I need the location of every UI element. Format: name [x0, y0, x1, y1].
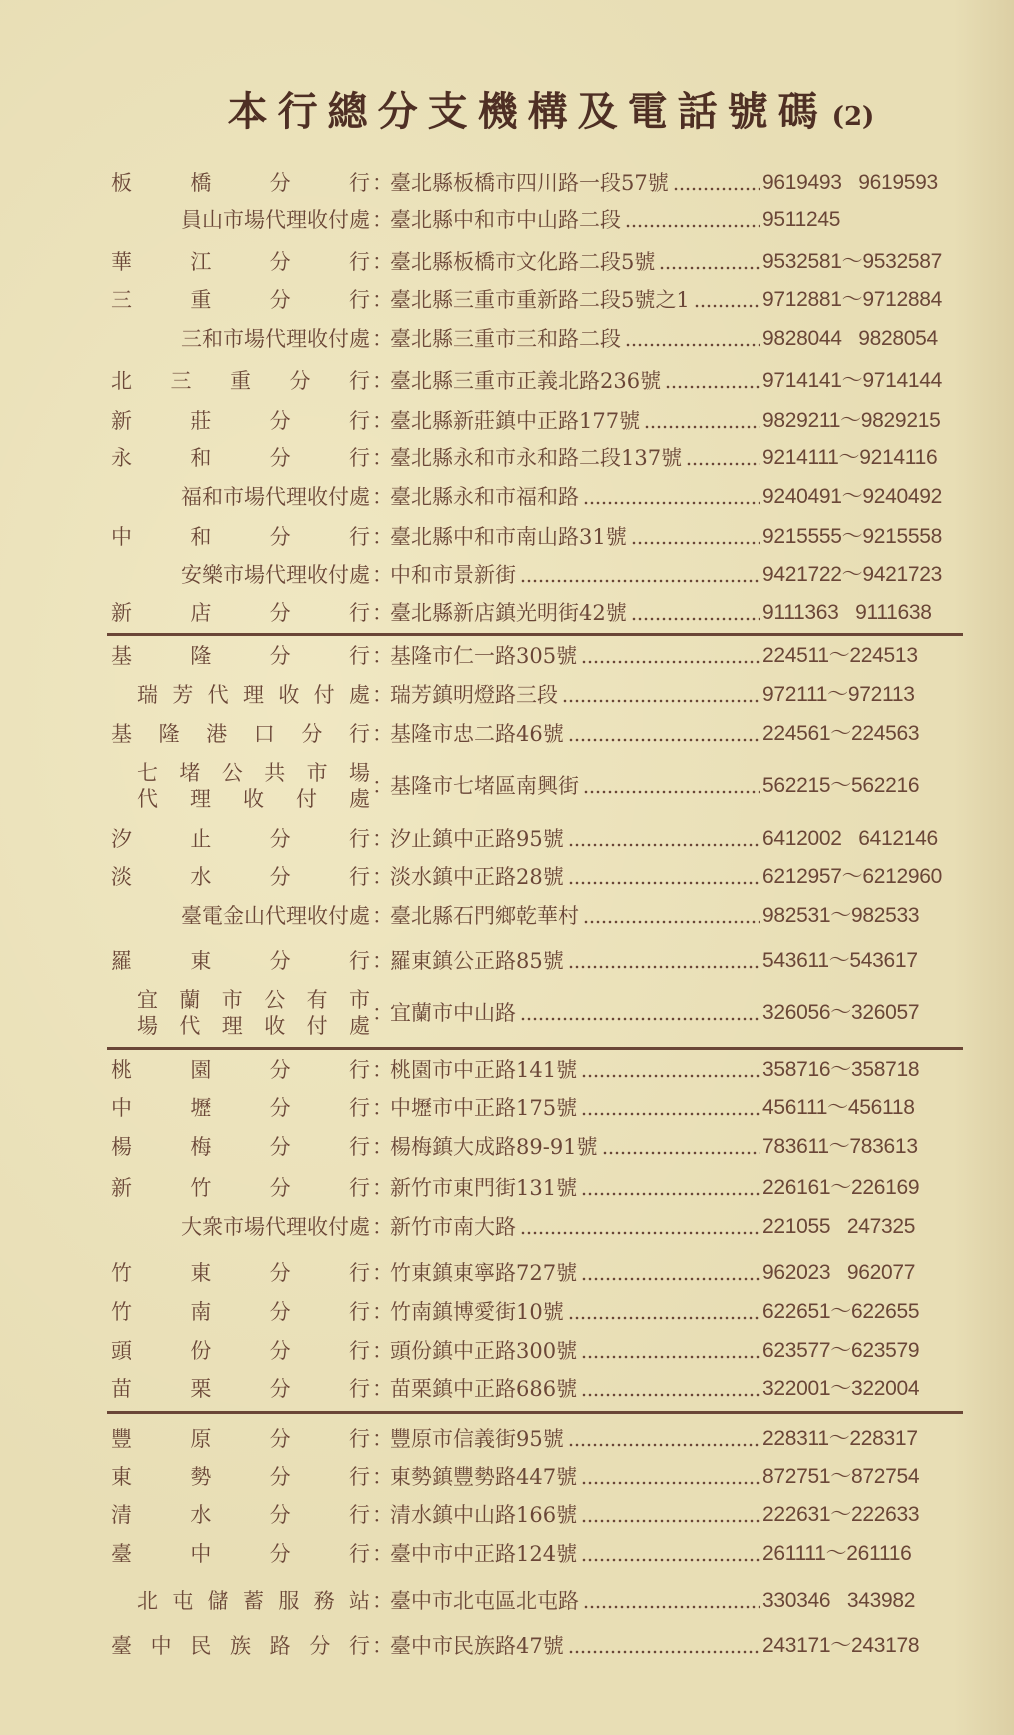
- branch-row: [0, 1633, 1014, 1659]
- address: 清水鎮中山路166號: [390, 1503, 578, 1527]
- separator: ：: [372, 1261, 393, 1285]
- agency-row: [0, 903, 1014, 929]
- branch-row: [0, 368, 1014, 394]
- address: 宜蘭市中山路: [390, 1001, 516, 1025]
- branch-row: [0, 1175, 1014, 1201]
- dot-leader: [568, 1442, 760, 1448]
- office-name-line: 員山市場代理收付處: [181, 208, 370, 232]
- branch-row: [0, 600, 1014, 626]
- dot-leader: [568, 880, 760, 886]
- office-name-line: 楊 梅 分 行: [111, 1135, 370, 1159]
- branch-row: [0, 1338, 1014, 1364]
- page-title: [227, 80, 875, 137]
- phone-number: 330346 343982: [762, 1589, 916, 1612]
- separator: ：: [372, 1542, 393, 1566]
- office-name: [137, 1588, 370, 1614]
- dot-leader: [583, 789, 760, 795]
- office-name: [111, 1502, 370, 1528]
- phone-number: 9619493 9619593: [762, 171, 938, 194]
- dot-leader: [659, 265, 760, 271]
- address: 羅東鎮公正路85號: [390, 949, 564, 973]
- branch-row: [0, 170, 1014, 196]
- office-name: [111, 170, 370, 196]
- office-name: [111, 600, 370, 626]
- address: 新竹市南大路: [390, 1215, 516, 1239]
- separator: ：: [372, 644, 393, 668]
- dot-leader: [568, 1649, 760, 1655]
- phone-number: 623577～623579: [762, 1339, 920, 1362]
- office-name-line: 基 隆 港 口 分 行: [111, 722, 370, 746]
- dot-leader: [581, 1557, 760, 1563]
- address: 臺北縣石門鄉乾華村: [390, 904, 579, 928]
- branch-row: [0, 1376, 1014, 1402]
- address: 臺北縣板橋市四川路一段57號: [390, 171, 669, 195]
- office-name: [111, 524, 370, 550]
- separator: ：: [372, 1176, 393, 1200]
- office-name-line: 臺 中 民 族 路 分 行: [111, 1634, 370, 1658]
- dot-leader: [673, 186, 760, 192]
- branch-row: [0, 1095, 1014, 1121]
- office-name-line: 豐 原 分 行: [111, 1427, 370, 1451]
- separator: ：: [372, 1001, 393, 1025]
- address: 臺北縣永和市福和路: [390, 485, 579, 509]
- office-name-line: 桃 園 分 行: [111, 1058, 370, 1082]
- office-name: [137, 987, 370, 1039]
- office-name-line: 東 勢 分 行: [111, 1465, 370, 1489]
- dot-leader: [665, 384, 760, 390]
- phone-number: 9214111～9214116: [762, 446, 938, 469]
- separator: ：: [372, 827, 393, 851]
- dot-leader: [694, 303, 760, 309]
- branch-row: [0, 1260, 1014, 1286]
- office-name: [137, 326, 370, 352]
- office-name-line: 淡 水 分 行: [111, 865, 370, 889]
- office-name: [111, 1260, 370, 1286]
- office-name: [111, 826, 370, 852]
- office-name-line: 福和市場代理收付處: [181, 485, 370, 509]
- phone-number: 9829211～9829215: [762, 409, 941, 432]
- dot-leader: [686, 461, 760, 467]
- phone-number: 972111～972113: [762, 683, 915, 706]
- address: 臺北縣中和市南山路31號: [390, 525, 627, 549]
- phone-number: 243171～243178: [762, 1634, 920, 1657]
- branch-row: [0, 1502, 1014, 1528]
- branch-row: [0, 445, 1014, 471]
- phone-number: 224561～224563: [762, 722, 920, 745]
- phone-number: 261111～261116: [762, 1542, 912, 1565]
- phone-number: 9511245: [762, 208, 841, 231]
- dot-leader: [581, 1073, 760, 1079]
- phone-number: 9215555～9215558: [762, 525, 943, 548]
- office-name-line: 場 代 理 收 付 處: [137, 1014, 370, 1038]
- dot-leader: [581, 1276, 760, 1282]
- dot-leader: [581, 659, 760, 665]
- phone-number: 622651～622655: [762, 1300, 920, 1323]
- dot-leader: [625, 342, 760, 348]
- office-name: [111, 1299, 370, 1325]
- dot-leader: [568, 842, 760, 848]
- address: 臺中市北屯區北屯路: [390, 1589, 579, 1613]
- office-name-line: 瑞 芳 代 理 收 付 處: [137, 683, 370, 707]
- office-name: [137, 1214, 370, 1240]
- dot-leader: [520, 1230, 760, 1236]
- office-name: [111, 1464, 370, 1490]
- separator: ：: [372, 1215, 393, 1239]
- office-name-line: 竹 東 分 行: [111, 1261, 370, 1285]
- address: 臺北縣中和市中山路二段: [390, 208, 621, 232]
- agency-row: [0, 1214, 1014, 1240]
- branch-row: [0, 1426, 1014, 1452]
- phone-number: 6412002 6412146: [762, 827, 938, 850]
- separator: ：: [372, 250, 393, 274]
- office-name: [111, 864, 370, 890]
- branch-row: [0, 643, 1014, 669]
- office-name-line: 汐 止 分 行: [111, 827, 370, 851]
- office-name: [111, 1426, 370, 1452]
- separator: ：: [372, 949, 393, 973]
- office-name-line: 竹 南 分 行: [111, 1300, 370, 1324]
- address: 基隆市仁一路305號: [390, 644, 578, 668]
- separator: ：: [372, 1135, 393, 1159]
- office-name-line: 新 店 分 行: [111, 601, 370, 625]
- dot-leader: [581, 1518, 760, 1524]
- separator: ：: [372, 1339, 393, 1363]
- phone-number: 326056～326057: [762, 1001, 920, 1024]
- office-name-line: 基 隆 分 行: [111, 644, 370, 668]
- separator: ：: [372, 1096, 393, 1120]
- separator: ：: [372, 1058, 393, 1082]
- section-divider: [107, 1411, 963, 1414]
- office-name: [137, 207, 370, 233]
- separator: ：: [372, 904, 393, 928]
- branch-row: [0, 287, 1014, 313]
- dot-leader: [631, 540, 760, 546]
- dot-leader: [583, 500, 760, 506]
- separator: ：: [372, 1300, 393, 1324]
- office-name: [111, 1633, 370, 1659]
- office-name: [137, 562, 370, 588]
- address: 臺北縣三重市正義北路236號: [390, 369, 662, 393]
- address: 臺北縣新店鎮光明街42號: [390, 601, 627, 625]
- office-name: [111, 1376, 370, 1402]
- address: 中壢市中正路175號: [390, 1096, 578, 1120]
- section-divider: [107, 633, 963, 636]
- address: 中和市景新街: [390, 563, 516, 587]
- address: 臺北縣板橋市文化路二段5號: [390, 250, 656, 274]
- address: 汐止鎮中正路95號: [390, 827, 564, 851]
- branch-row: [0, 826, 1014, 852]
- office-name: [111, 249, 370, 275]
- separator: ：: [372, 485, 393, 509]
- office-name-line: 清 水 分 行: [111, 1503, 370, 1527]
- address: 新竹市東門街131號: [390, 1176, 578, 1200]
- phone-number: 9828044 9828054: [762, 327, 938, 350]
- office-name-line: 安樂市場代理收付處: [181, 563, 370, 587]
- branch-row: [0, 408, 1014, 434]
- title-page-number: (2): [831, 102, 875, 132]
- address: 竹東鎮東寧路727號: [390, 1261, 578, 1285]
- office-name-line: 中 壢 分 行: [111, 1096, 370, 1120]
- dot-leader: [581, 1392, 760, 1398]
- phone-number: 322001～322004: [762, 1377, 920, 1400]
- address: 基隆市忠二路46號: [390, 722, 564, 746]
- phone-number: 358716～358718: [762, 1058, 920, 1081]
- separator: ：: [372, 1589, 393, 1613]
- dot-leader: [581, 1480, 760, 1486]
- office-name-line: 苗 栗 分 行: [111, 1377, 370, 1401]
- office-name-line: 羅 東 分 行: [111, 949, 370, 973]
- separator: ：: [372, 288, 393, 312]
- office-name-line: 大衆市場代理收付處: [181, 1215, 370, 1239]
- office-name-line: 宜 蘭 市 公 有 市: [137, 988, 370, 1012]
- address: 臺北縣永和市永和路二段137號: [390, 446, 683, 470]
- title-text: 本行總分支機構及電話號碼: [227, 88, 828, 135]
- phone-number: 9111363 9111638: [762, 601, 932, 624]
- phone-number: 9240491～9240492: [762, 485, 943, 508]
- separator: ：: [372, 563, 393, 587]
- address: 臺中市中正路124號: [390, 1542, 578, 1566]
- office-name-line: 三和市場代理收付處: [181, 327, 370, 351]
- address: 東勢鎮豐勢路447號: [390, 1465, 578, 1489]
- phone-number: 456111～456118: [762, 1096, 915, 1119]
- office-name: [111, 445, 370, 471]
- office-name: [111, 1338, 370, 1364]
- address: 竹南鎮博愛街10號: [390, 1300, 564, 1324]
- phone-number: 221055 247325: [762, 1215, 916, 1238]
- address: 淡水鎮中正路28號: [390, 865, 564, 889]
- separator: ：: [372, 1427, 393, 1451]
- agency-row: [0, 759, 1014, 813]
- office-name: [137, 682, 370, 708]
- phone-number: 872751～872754: [762, 1465, 920, 1488]
- phone-number: 228311～228317: [762, 1427, 918, 1450]
- phone-number: 9712881～9712884: [762, 288, 943, 311]
- phone-number: 982531～982533: [762, 904, 920, 927]
- office-name-line: 北 屯 儲 蓄 服 務 站: [137, 1589, 370, 1613]
- dot-leader: [602, 1150, 760, 1156]
- dot-leader: [625, 223, 760, 229]
- dot-leader: [581, 1354, 760, 1360]
- office-name: [111, 368, 370, 394]
- separator: ：: [372, 208, 393, 232]
- office-name-line: 板 橋 分 行: [111, 171, 370, 195]
- office-name-line: 頭 份 分 行: [111, 1339, 370, 1363]
- address: 臺中市民族路47號: [390, 1634, 564, 1658]
- separator: ：: [372, 446, 393, 470]
- office-name: [137, 903, 370, 929]
- phone-number: 6212957～6212960: [762, 865, 943, 888]
- separator: ：: [372, 1465, 393, 1489]
- dot-leader: [644, 424, 760, 430]
- office-name-line: 北 三 重 分 行: [111, 369, 370, 393]
- dot-leader: [581, 1111, 760, 1117]
- phone-number: 562215～562216: [762, 774, 920, 797]
- address: 苗栗鎮中正路686號: [390, 1377, 578, 1401]
- office-name: [137, 760, 370, 812]
- office-name: [111, 1134, 370, 1160]
- phone-number: 224511～224513: [762, 644, 918, 667]
- phone-number: 226161～226169: [762, 1176, 920, 1199]
- phone-number: 9714141～9714144: [762, 369, 943, 392]
- office-name: [111, 1057, 370, 1083]
- dot-leader: [562, 698, 760, 704]
- separator: ：: [372, 327, 393, 351]
- address: 瑞芳鎮明燈路三段: [390, 683, 558, 707]
- separator: ：: [372, 865, 393, 889]
- phone-number: 543611～543617: [762, 949, 918, 972]
- agency-row: [0, 326, 1014, 352]
- phone-number: 962023 962077: [762, 1261, 916, 1284]
- agency-row: [0, 682, 1014, 708]
- phone-number: 9532581～9532587: [762, 250, 943, 273]
- dot-leader: [631, 616, 760, 622]
- dot-leader: [568, 737, 760, 743]
- branch-row: [0, 948, 1014, 974]
- office-name-line: 七 堵 公 共 市 場: [137, 761, 370, 785]
- branch-row: [0, 249, 1014, 275]
- separator: ：: [372, 683, 393, 707]
- phone-number: 783611～783613: [762, 1135, 918, 1158]
- agency-row: [0, 562, 1014, 588]
- address: 臺北縣三重市重新路二段5號之1: [390, 288, 690, 312]
- address: 臺北縣三重市三和路二段: [390, 327, 621, 351]
- separator: ：: [372, 369, 393, 393]
- phone-number: 222631～222633: [762, 1503, 920, 1526]
- dot-leader: [568, 1315, 760, 1321]
- address: 頭份鎮中正路300號: [390, 1339, 578, 1363]
- separator: ：: [372, 1377, 393, 1401]
- address: 桃園市中正路141號: [390, 1058, 578, 1082]
- dot-leader: [568, 964, 760, 970]
- address: 臺北縣新莊鎮中正路177號: [390, 409, 641, 433]
- branch-row: [0, 1299, 1014, 1325]
- branch-row: [0, 1134, 1014, 1160]
- office-name-line: 臺 中 分 行: [111, 1542, 370, 1566]
- office-name: [111, 1175, 370, 1201]
- office-name-line: 華 江 分 行: [111, 250, 370, 274]
- dot-leader: [520, 1016, 760, 1022]
- office-name-line: 中 和 分 行: [111, 525, 370, 549]
- office-name-line: 臺電金山代理收付處: [181, 904, 370, 928]
- branch-row: [0, 864, 1014, 890]
- section-divider: [107, 1047, 963, 1050]
- agency-row: [0, 986, 1014, 1040]
- address: 楊梅鎮大成路89-91號: [390, 1135, 598, 1159]
- dot-leader: [520, 578, 760, 584]
- office-name-line: 三 重 分 行: [111, 288, 370, 312]
- separator: ：: [372, 774, 393, 798]
- dot-leader: [583, 919, 760, 925]
- separator: ：: [372, 525, 393, 549]
- separator: ：: [372, 1503, 393, 1527]
- agency-row: [0, 484, 1014, 510]
- dot-leader: [583, 1604, 760, 1610]
- office-name: [111, 721, 370, 747]
- branch-row: [0, 721, 1014, 747]
- office-name: [111, 408, 370, 434]
- branch-row: [0, 524, 1014, 550]
- office-name-line: 代 理 收 付 處: [137, 787, 370, 811]
- separator: ：: [372, 1634, 393, 1658]
- office-name-line: 永 和 分 行: [111, 446, 370, 470]
- office-name: [111, 948, 370, 974]
- address: 豐原市信義街95號: [390, 1427, 564, 1451]
- office-name: [111, 287, 370, 313]
- office-name: [111, 1541, 370, 1567]
- separator: ：: [372, 601, 393, 625]
- branch-row: [0, 1464, 1014, 1490]
- dot-leader: [581, 1191, 760, 1197]
- branch-row: [0, 1541, 1014, 1567]
- office-name: [111, 643, 370, 669]
- agency-row: [0, 207, 1014, 233]
- phone-number: 9421722～9421723: [762, 563, 943, 586]
- separator: ：: [372, 722, 393, 746]
- office-name: [111, 1095, 370, 1121]
- office-name: [137, 484, 370, 510]
- office-name-line: 新 竹 分 行: [111, 1176, 370, 1200]
- separator: ：: [372, 171, 393, 195]
- agency-row: [0, 1588, 1014, 1614]
- separator: ：: [372, 409, 393, 433]
- office-name-line: 新 莊 分 行: [111, 409, 370, 433]
- branch-row: [0, 1057, 1014, 1083]
- address: 基隆市七堵區南興街: [390, 774, 579, 798]
